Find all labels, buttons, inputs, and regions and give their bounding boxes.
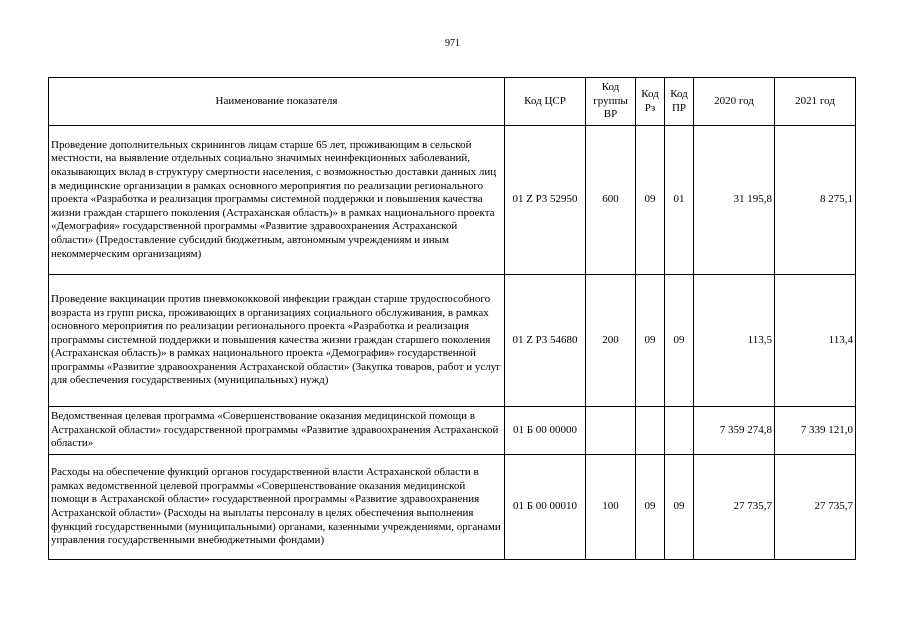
page-number: 971 [445,38,460,49]
cell-rz: 09 [636,275,665,407]
cell-2021: 8 275,1 [775,126,856,275]
cell-pr: 09 [665,455,694,560]
cell-csr: 01 Б 00 00010 [505,455,586,560]
cell-2021: 113,4 [775,275,856,407]
header-name: Наименование показателя [49,78,505,126]
cell-vr: 600 [586,126,636,275]
cell-csr: 01 Z P3 54680 [505,275,586,407]
cell-name: Ведомственная целевая программа «Совершенствование оказания медицинской помощи в Астраханской области» государственной программы «Развитие здравоохранения Астраханской области» [49,407,505,455]
header-rz: Код Рз [636,78,665,126]
header-vr: Код группы ВР [586,78,636,126]
cell-2021: 27 735,7 [775,455,856,560]
table-row [49,126,856,275]
cell-vr: 200 [586,275,636,407]
header-2020: 2020 год [694,78,775,126]
cell-vr [586,407,636,455]
cell-name: Расходы на обеспечение функций органов государственной власти Астраханской области в рамках ведомственной целевой программы «Совершенствование оказания медицинской помощи в Астраханской области» государственной программы «Развитие здравоохранения Астраханской области» (Расходы на выплаты персоналу в целях обеспечения выполнения функций государственными (муниципальными) органами, казенными учреждениями, органами управления государственными внебюджетными фондами) [49,455,505,560]
cell-name: Проведение дополнительных скринингов лицам старше 65 лет, проживающим в сельской местности, на выявление отдельных социально значимых неинфекционных заболеваний, оказывающих вклад в структуру смертности населения, с возможностью доставки данных лиц в медицинские организации в рамках основного мероприятия по реализации регионального проекта «Разработка и реализация программы системной поддержки и повышения качества жизни граждан старшего поколения (Астраханская область)» в рамках национального проекта «Демография» государственной программы «Развитие здравоохранения Астраханской области» (Предоставление субсидий бюджетным, автономным учреждениям и иным некоммерческим организациям) [49,126,505,275]
budget-table [48,77,856,560]
cell-2020: 7 359 274,8 [694,407,775,455]
cell-name: Проведение вакцинации против пневмококковой инфекции граждан старше трудоспособного возраста из групп риска, проживающих в организациях социального обслуживания, в рамках основного мероприятия по реализации регионального проекта «Разработка и реализация программы системной поддержки и повышения качества жизни граждан старшего поколения (Астраханская область)» в рамках национального проекта «Демография» государственной программы «Развитие здравоохранения Астраханской области» (Закупка товаров, работ и услуг для обеспечения государственных (муниципальных) нужд) [49,275,505,407]
cell-2020: 113,5 [694,275,775,407]
header-2021: 2021 год [775,78,856,126]
cell-2021: 7 339 121,0 [775,407,856,455]
cell-vr: 100 [586,455,636,560]
cell-rz [636,407,665,455]
cell-2020: 27 735,7 [694,455,775,560]
header-pr: Код ПР [665,78,694,126]
cell-csr: 01 Z P3 52950 [505,126,586,275]
cell-2020: 31 195,8 [694,126,775,275]
table-header-row [49,78,856,126]
cell-rz: 09 [636,455,665,560]
table-row [49,455,856,560]
cell-csr: 01 Б 00 00000 [505,407,586,455]
cell-pr: 01 [665,126,694,275]
table-row [49,407,856,455]
cell-pr: 09 [665,275,694,407]
cell-rz: 09 [636,126,665,275]
cell-pr [665,407,694,455]
table-row [49,275,856,407]
header-csr: Код ЦСР [505,78,586,126]
